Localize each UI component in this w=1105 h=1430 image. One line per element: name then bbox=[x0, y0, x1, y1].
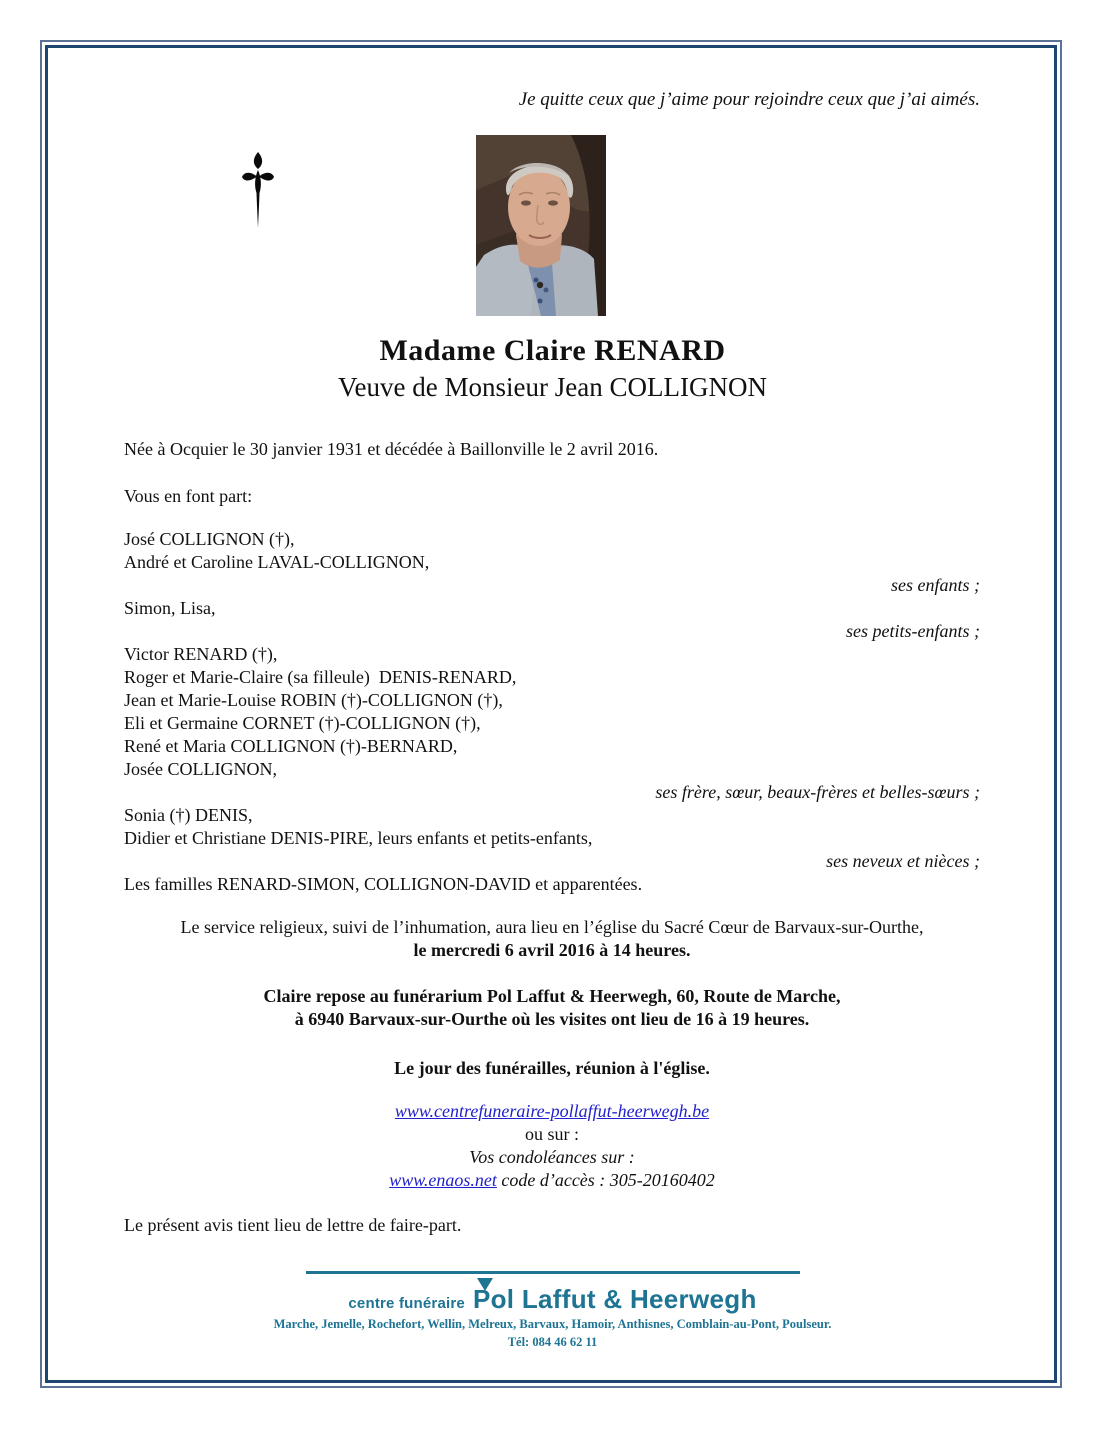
relation-label: ses neveux et nièces ; bbox=[826, 851, 980, 871]
deceased-subtitle: Veuve de Monsieur Jean COLLIGNON bbox=[338, 372, 767, 402]
access-code-text: code d’accès : 305-20160402 bbox=[496, 1170, 715, 1190]
funeral-home-link-line bbox=[124, 1100, 980, 1123]
funeral-day-line: Le jour des funérailles, réunion à l'église. bbox=[394, 1058, 710, 1078]
cross-icon bbox=[241, 151, 275, 229]
family-line: Eli et Germaine CORNET (†)-COLLIGNON (†), bbox=[124, 713, 481, 733]
family-line: Didier et Christiane DENIS-PIRE, leurs enfants et petits-enfants, bbox=[124, 828, 593, 848]
funeral-home-website-link[interactable]: www.centrefuneraire-pollaffut-heerwegh.be bbox=[394, 1101, 710, 1121]
repose-line: Claire repose au funérarium Pol Laffut & Heerwegh, 60, Route de Marche, bbox=[263, 986, 841, 1006]
service-line: Le service religieux, suivi de l’inhumation, aura lieu en l’église du Sacré Cœur de Barvaux-sur-Ourthe, bbox=[180, 917, 924, 937]
relation-label: ses petits-enfants ; bbox=[846, 621, 980, 641]
birth-death-line: Née à Ocquier le 30 janvier 1931 et décédée à Baillonville le 2 avril 2016. bbox=[124, 439, 659, 459]
family-line: René et Maria COLLIGNON (†)-BERNARD, bbox=[124, 736, 458, 756]
or-line: ou sur : bbox=[525, 1124, 579, 1144]
service-date-line: le mercredi 6 avril 2016 à 14 heures. bbox=[413, 940, 691, 960]
announcement-body bbox=[124, 438, 980, 1237]
relation-label: ses frère, sœur, beaux-frères et belles-sœurs ; bbox=[655, 782, 980, 802]
brand-prefix: centre funéraire bbox=[348, 1295, 465, 1312]
family-line: André et Caroline LAVAL-COLLIGNON, bbox=[124, 552, 430, 572]
relation-label: ses enfants ; bbox=[891, 575, 980, 595]
enaos-website-link[interactable]: www.enaos.net bbox=[389, 1170, 497, 1190]
family-line: José COLLIGNON (†), bbox=[124, 529, 295, 549]
family-line: Roger et Marie-Claire (sa filleule) DENIS-RENARD, bbox=[124, 667, 517, 687]
footer-divider bbox=[306, 1271, 800, 1274]
repose-visits-line: à 6940 Barvaux-sur-Ourthe où les visites ont lieu de 16 à 19 heures. bbox=[294, 1009, 810, 1029]
notice-line: Le présent avis tient lieu de lettre de faire-part. bbox=[124, 1215, 462, 1235]
family-line: Sonia (†) DENIS, bbox=[124, 805, 253, 825]
enaos-line bbox=[124, 1169, 980, 1192]
funeral-home-brand bbox=[0, 1284, 1105, 1315]
condolences-label: Vos condoléances sur : bbox=[469, 1147, 635, 1167]
brand-name: Pol Laffut & Heerwegh bbox=[472, 1284, 757, 1314]
family-line: Victor RENARD (†), bbox=[124, 644, 278, 664]
family-line: Josée COLLIGNON, bbox=[124, 759, 277, 779]
memorial-quote: Je quitte ceux que j’aime pour rejoindre ceux que j’ai aimés. bbox=[518, 89, 980, 110]
family-line: Les familles RENARD-SIMON, COLLIGNON-DAVID et apparentées. bbox=[124, 874, 643, 894]
footer-phone: Tél: 084 46 62 11 bbox=[507, 1335, 598, 1349]
intro-line: Vous en font part: bbox=[124, 486, 253, 506]
portrait-photo bbox=[476, 135, 606, 316]
family-line: Simon, Lisa, bbox=[124, 598, 216, 618]
family-line: Jean et Marie-Louise ROBIN (†)-COLLIGNON (†), bbox=[124, 690, 503, 710]
footer-locations: Marche, Jemelle, Rochefort, Wellin, Melreux, Barvaux, Hamoir, Anthisnes, Comblain-au-Pont, Poulseur. bbox=[273, 1317, 832, 1331]
deceased-name-title: Madame Claire RENARD bbox=[379, 334, 726, 367]
